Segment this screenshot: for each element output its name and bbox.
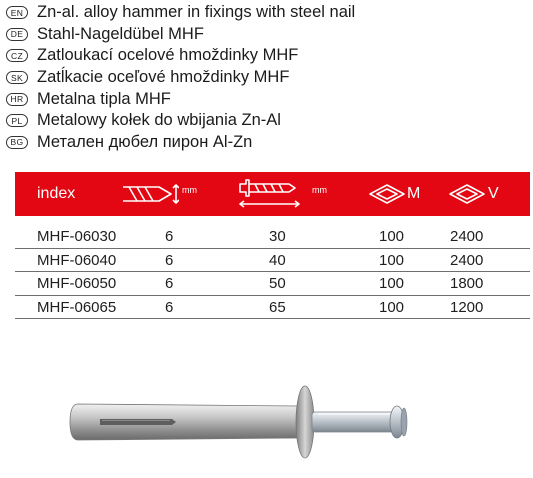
lang-badge: HR <box>6 93 28 106</box>
lang-row-pl <box>4 110 524 132</box>
cell-v: 2400 <box>450 251 484 269</box>
lang-row-de <box>4 24 524 46</box>
cell-m: 100 <box>379 298 405 316</box>
cell-drill: 6 <box>165 298 174 316</box>
table-row <box>15 225 530 249</box>
lang-badge: DE <box>6 28 28 41</box>
lang-text: Stahl-Nageldübel MHF <box>37 24 204 43</box>
anchor-length-icon <box>237 178 303 210</box>
lang-row-cz <box>4 45 524 67</box>
lang-badge: EN <box>6 6 28 19</box>
lang-badge: CZ <box>6 49 28 62</box>
v-label: V <box>488 185 499 202</box>
package-m-icon <box>367 183 407 205</box>
drill-diameter-icon <box>121 183 179 205</box>
lang-text: Метален дюбел пирон Al-Zn <box>37 132 253 151</box>
lang-row-hr <box>4 88 524 110</box>
cell-m: 100 <box>379 275 405 292</box>
cell-m: 100 <box>379 251 405 269</box>
cell-drill: 6 <box>165 275 174 292</box>
cell-length: 30 <box>269 228 286 245</box>
cell-v: 1200 <box>450 298 484 316</box>
lang-text: Zn-al. alloy hammer in fixings with steel nail <box>37 3 356 22</box>
lang-text: Metalna tipla MHF <box>37 89 171 108</box>
table-row <box>15 296 530 320</box>
lang-badge: SK <box>6 71 28 84</box>
product-table <box>15 225 530 319</box>
cell-index: MHF-06040 <box>37 251 117 269</box>
cell-v: 1800 <box>450 275 484 292</box>
cell-index: MHF-06065 <box>37 298 117 316</box>
package-v-icon <box>447 183 487 205</box>
lang-text: Zatloukací ocelové hmoždinky MHF <box>37 46 299 65</box>
lang-badge: PL <box>6 114 28 127</box>
lang-row-bg <box>4 132 524 154</box>
cell-index: MHF-06050 <box>37 275 117 292</box>
length-unit: mm <box>312 185 327 195</box>
language-list <box>4 2 524 153</box>
cell-length: 65 <box>269 298 286 316</box>
cell-v: 2400 <box>450 228 484 245</box>
cell-index: MHF-06030 <box>37 228 117 245</box>
cell-drill: 6 <box>165 251 174 269</box>
lang-badge: BG <box>6 136 28 149</box>
header-index-label: index <box>37 185 76 202</box>
lang-row-sk <box>4 67 524 89</box>
cell-length: 40 <box>269 251 286 269</box>
drill-unit: mm <box>182 185 197 195</box>
table-row <box>15 272 530 296</box>
cell-drill: 6 <box>165 228 174 245</box>
m-label: M <box>407 185 421 202</box>
cell-length: 50 <box>269 275 286 292</box>
lang-text: Metalowy kołek do wbijania Zn-Al <box>37 111 281 130</box>
hammer-fixing-anchor-image <box>60 370 420 470</box>
table-row <box>15 249 530 273</box>
cell-m: 100 <box>379 228 405 245</box>
table-header <box>15 172 530 216</box>
lang-text: Zatĺkacie oceľové hmoždinky MHF <box>37 68 290 87</box>
lang-row-en <box>4 2 524 24</box>
